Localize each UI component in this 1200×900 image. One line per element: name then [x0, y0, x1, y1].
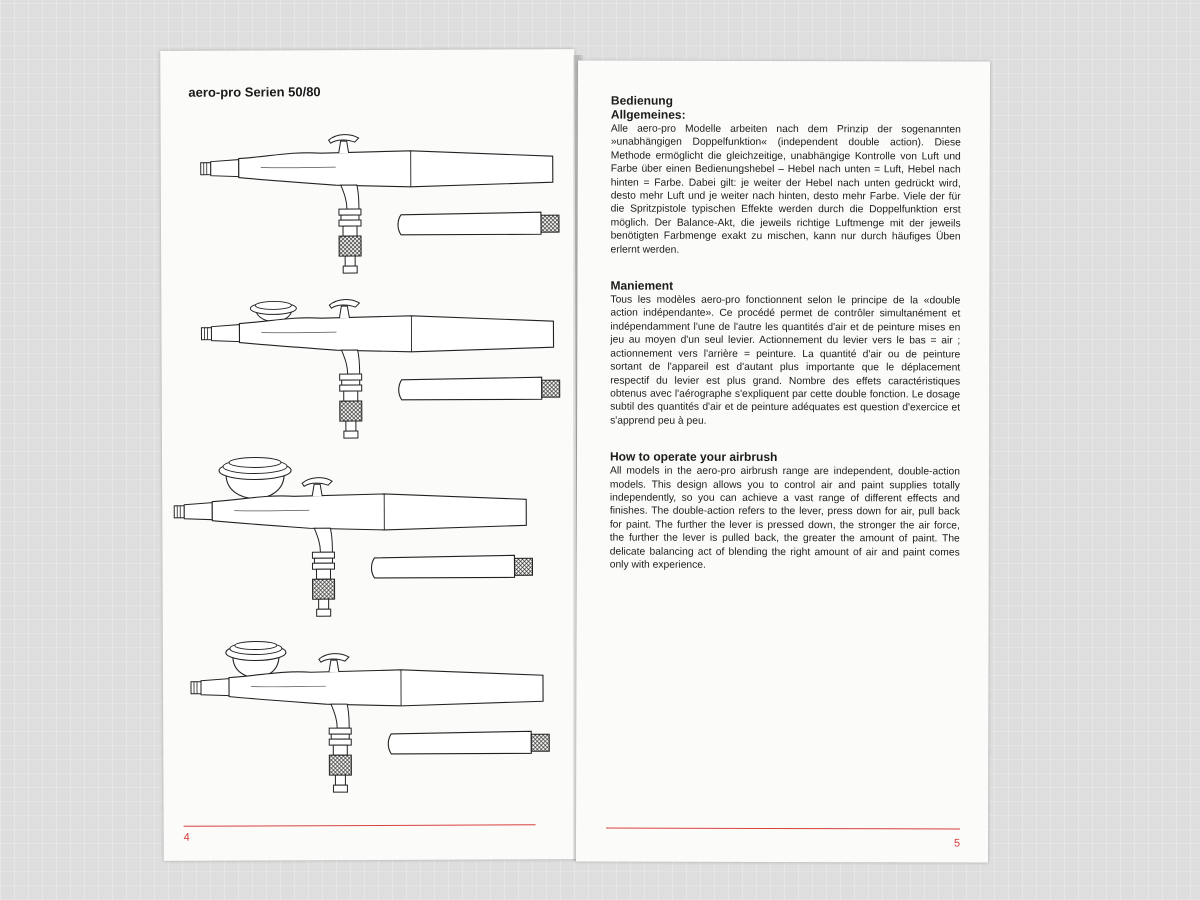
- section-german-heading-2: Allgemeines:: [610, 107, 686, 122]
- section-german-body: Alle aero-pro Modelle arbeiten nach dem Prinzip der sogenannten »unabhängigen Doppelfunktion« (independent double action). Diese Methode ermöglicht die gleichzeitige, unabhängige Kontrolle von Luft und Farbe über einen Bedienungshebel – Hebel nach unten = Luft, Hebel nach hinten = Farbe. Dabei gilt: je weiter der Hebel nach unten gedrückt wird, desto mehr Luft und je weiter nach hinten, desto mehr Farbe. Viele der für die Spritzpistole typischen Effekte werden durch die Doppelfunktion erst möglich. Der Balance-Akt, die jeweils richtige Luftmenge mit der jeweils benötigten Farbmenge exakt zu mischen, kann nur durch häufiges Üben erlernt werden.: [610, 123, 961, 256]
- left-page-title: aero-pro Serien 50/80: [188, 84, 321, 100]
- right-page: [576, 60, 990, 862]
- left-page-number: 4: [183, 831, 190, 844]
- airbrush-illustrations: [160, 49, 578, 861]
- section-french-heading: Maniement: [610, 278, 674, 293]
- section-french-body: Tous les modèles aero-pro fonctionnent selon le principe de la «double action indépendante». Ce procédé permet de contrôler simultanément et indépendamment l'une de l'autre les quantités d'air et de peinture mises en jeu au moyen d'un seul levier. Actionnement du levier vers le bas = air ; actionnement vers l'arrière = peinture. La quantité d'air ou de peinture sortant de l'appareil est d'autant plus importante que le déplacement respectif du levier est plus grand. Nombre des effets caractéristiques obtenus avec l'aérographe s'expliquent par cette double fonction. Le dosage subtil des quantités d'air et de peinture adéquates est question d'exercice et s'apprend peu à peu.: [610, 294, 961, 427]
- section-english-heading: How to operate your airbrush: [609, 449, 778, 465]
- right-page-red-rule: [606, 828, 960, 830]
- section-german: [611, 94, 961, 258]
- right-page-content: [610, 94, 961, 595]
- airbrush-medium-cup-icon: [191, 640, 550, 793]
- airbrush-no-cup-icon: [201, 134, 560, 274]
- section-english-body: All models in the aero-pro airbrush range are independent, double-action models. This design allows you to control air and paint supplies totally independently, so you can achieve a vast range of different effects and finishes. The double-action refers to the lever, press down for air, pull back for paint. The further the lever is pressed down, the stronger the air force, the further the lever is pulled back, the greater the amount of paint. The delicate balancing act of blending the right amount of air and paint comes only with experience.: [609, 465, 960, 571]
- left-page: [160, 49, 578, 861]
- airbrush-large-cup-icon: [174, 456, 533, 617]
- right-page-number: 5: [953, 837, 961, 850]
- section-english: [610, 450, 960, 573]
- airbrush-small-cup-icon: [201, 299, 560, 439]
- section-french: [610, 279, 960, 429]
- section-german-heading-1: Bedienung: [610, 93, 673, 108]
